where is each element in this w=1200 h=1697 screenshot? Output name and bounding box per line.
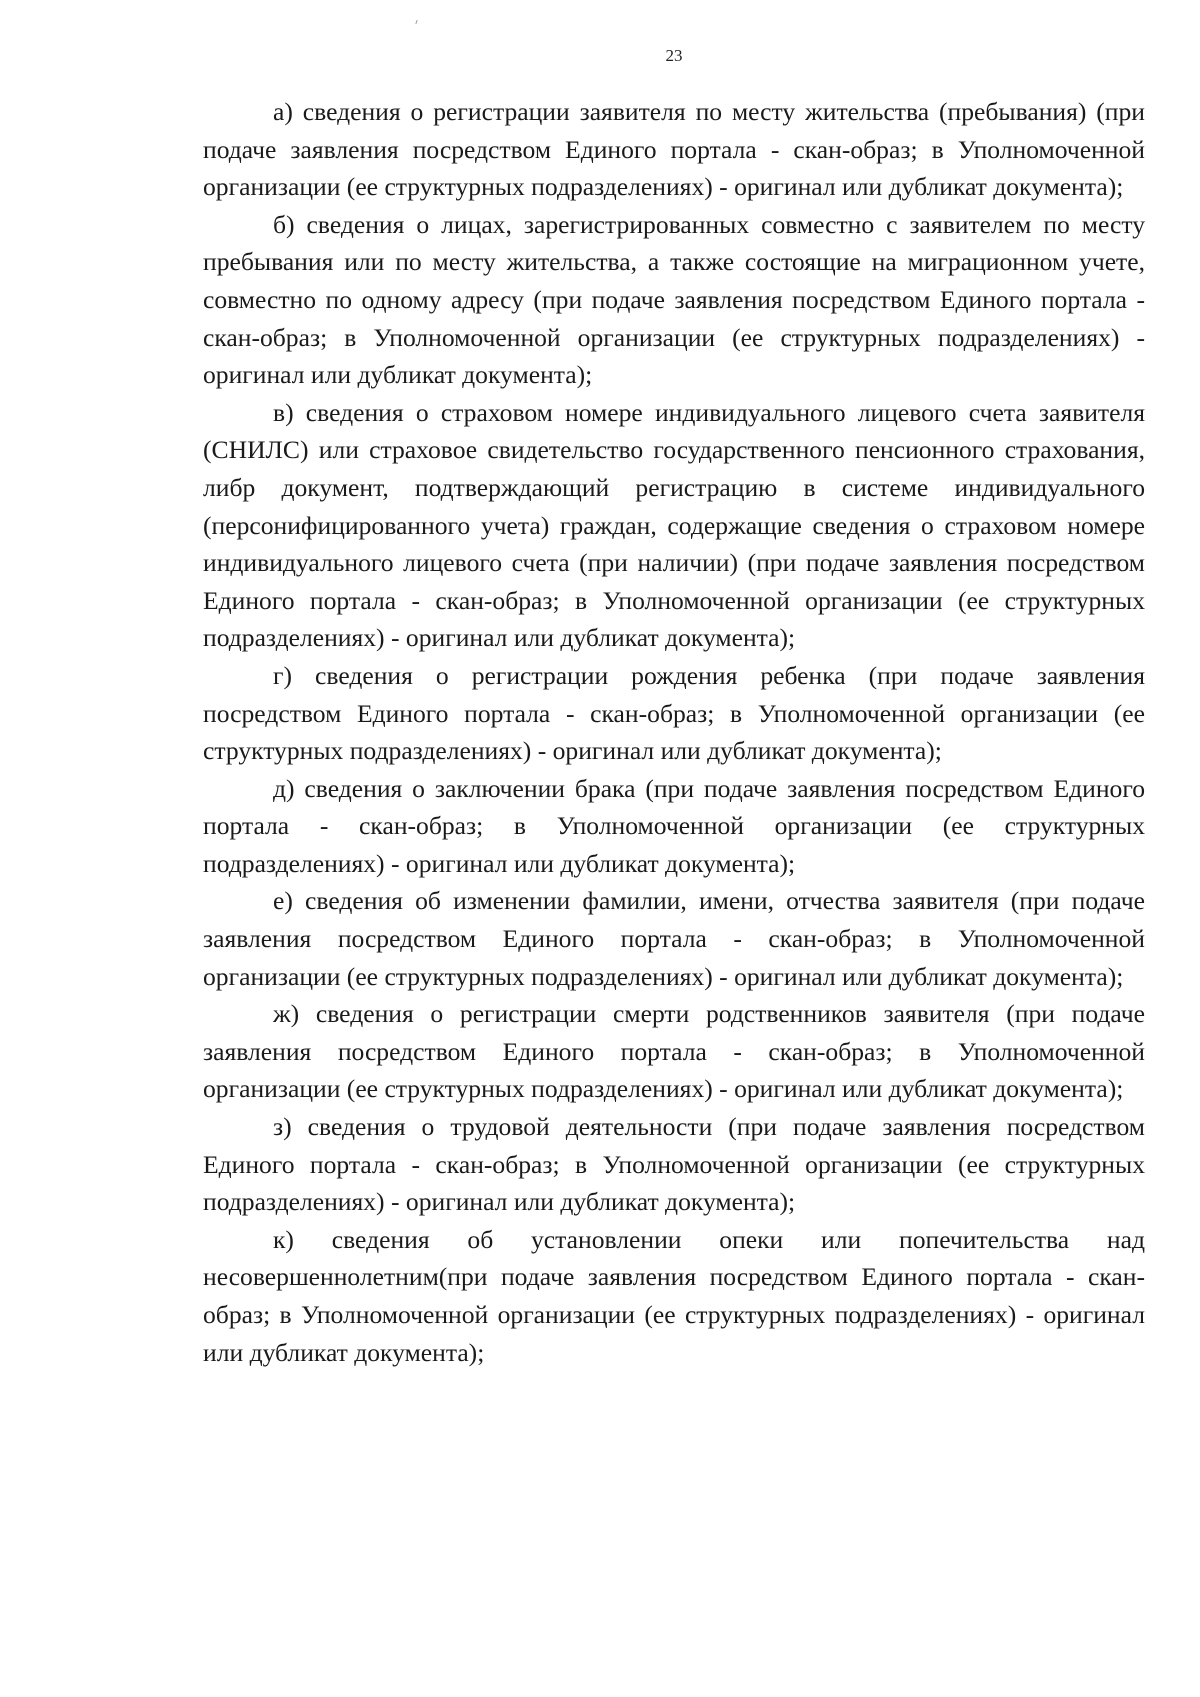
paragraph-d: д) сведения о заключении брака (при подаче заявления посредством Единого портала - скан-образ; в Уполномоченной организации (ее структурных подразделениях) - оригинал или дубликат документа); (203, 773, 1145, 878)
paragraph-b: б) сведения о лицах, зарегистрированных совместно с заявителем по месту пребывания или по месту жительства, а также состоящие на миграционном учете, совместно по одному адресу (при подаче заявления посредством Единого портала - скан-образ; в Уполномоченной организации (ее структурных подразделениях) - оригинал или дубликат документа); (203, 209, 1145, 390)
paragraph-e: е) сведения об изменении фамилии, имени, отчества заявителя (при подаче заявления посредством Единого портала - скан-образ; в Уполномоченной организации (ее структурных подразделениях) - оригинал или дубликат документа); (203, 886, 1145, 991)
paragraph-z: з) сведения о трудовой деятельности (при подаче заявления посредством Единого портала - скан-образ; в Уполномоченной организации (ее структурных подразделениях) - оригинал или дубликат документа); (203, 1112, 1145, 1217)
paragraph-k: к) сведения об установлении опеки или попечительства над несовершеннолетним(при подаче заявления посредством Единого портала - скан-образ; в Уполномоченной организации (ее структурных подразделениях) - оригинал или дубликат документа); (203, 1224, 1145, 1367)
page-number: 23 (665, 46, 683, 65)
paragraph-a: а) сведения о регистрации заявителя по месту жительства (пребывания) (при подаче заявления посредством Единого портала - скан-образ; в Уполномоченной организации (ее структурных подразделениях) - оригинал или дубликат документа); (203, 97, 1145, 202)
paragraph-g: г) сведения о регистрации рождения ребенка (при подаче заявления посредством Единого портала - скан-образ; в Уполномоченной организации (ее структурных подразделениях) - оригинал или дубликат документа); (203, 660, 1145, 766)
paragraph-zh: ж) сведения о регистрации смерти родственников заявителя (при подаче заявления посредством Единого портала - скан-образ; в Уполномоченной организации (ее структурных подразделениях) - оригинал или дубликат документа); (203, 999, 1145, 1104)
paragraph-v: в) сведения о страховом номере индивидуального лицевого счета заявителя (СНИЛС) или страховое свидетельство государственного пенсионного страхования, либр документ, подтверждающий регистрацию в системе индивидуального (персонифицированного учета) граждан, содержащие сведения о страховом номере индивидуального лицевого счета (при наличии) (при подаче заявления посредством Единого портала - скан-образ; в Уполномоченной организации (ее структурных подразделениях) - оригинал или дубликат документа); (203, 397, 1145, 653)
scan-speck (415, 20, 417, 24)
document-body (203, 93, 1145, 1371)
